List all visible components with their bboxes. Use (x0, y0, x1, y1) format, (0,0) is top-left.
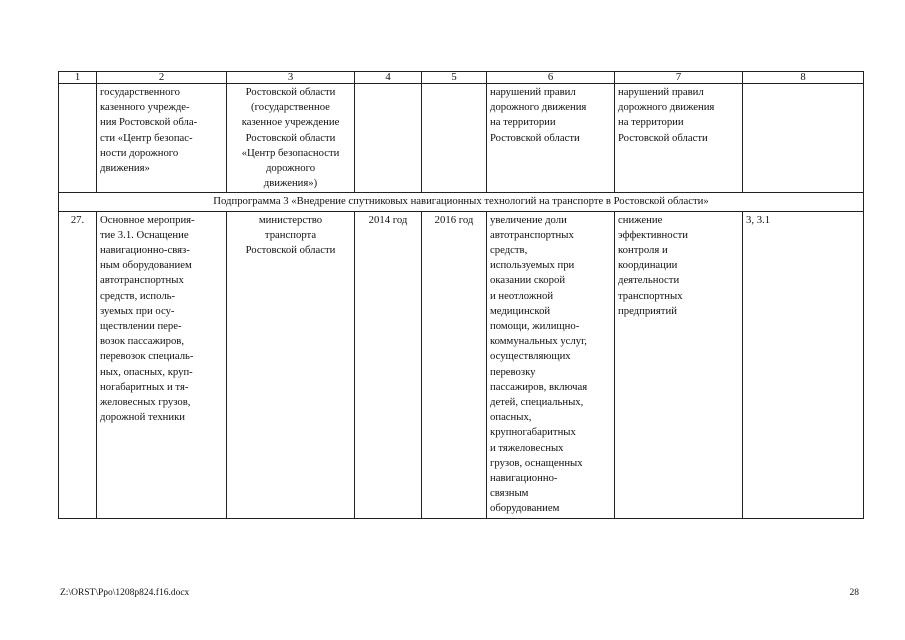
page-number: 28 (849, 588, 859, 598)
cell-activity: Основное мероприя- тие 3.1. Оснащение навигационно-связ- ным оборудованием автотранспортных средств, исполь- зуемых при осу- ществлении пере- возок пассажиров, перевозок специаль- ных, опасных, круп- ногабаритных и тя- желовесных грузов, дорожной техники (97, 211, 227, 518)
continued-row (59, 84, 864, 193)
column-number: 2 (97, 72, 227, 84)
column-number: 3 (227, 72, 355, 84)
table-row (59, 211, 864, 518)
subprogram-title: Подпрограмма 3 «Внедрение спутниковых навигационных технологий на транспорте в Ростовской области» (59, 193, 864, 211)
subprogram-row (59, 193, 864, 211)
cell-number: 27. (59, 211, 97, 518)
cell-executor: министерство транспорта Ростовской области (227, 211, 355, 518)
cell-expected-result: увеличение доли автотранспортных средств, используемых при оказании скорой и неотложной медицинской помощи, жилищно- коммунальных услуг, осуществляющих перевозку пассажиров, включая детей, специальных, опасных, крупногабаритных и тяжеловесных грузов, оснащенных навигационно- связным оборудованием (487, 211, 615, 518)
cell-indicators (743, 84, 864, 193)
cell-executor: Ростовской области (государственное казенное учреждение Ростовской области «Центр безопасности дорожного движения») (227, 84, 355, 193)
cell-end: 2016 год (422, 211, 487, 518)
cell-number (59, 84, 97, 193)
column-number: 6 (487, 72, 615, 84)
cell-start: 2014 год (355, 211, 422, 518)
cell-indicators: 3, 3.1 (743, 211, 864, 518)
file-path: Z:\ORST\Ppo\1208p824.f16.docx (60, 588, 190, 598)
cell-consequences: снижение эффективности контроля и координации деятельности транспортных предприятий (615, 211, 743, 518)
column-number: 8 (743, 72, 864, 84)
column-number: 4 (355, 72, 422, 84)
cell-start (355, 84, 422, 193)
cell-expected-result: нарушений правил дорожного движения на территории Ростовской области (487, 84, 615, 193)
column-number: 7 (615, 72, 743, 84)
cell-consequences: нарушений правил дорожного движения на территории Ростовской области (615, 84, 743, 193)
column-number-row (59, 72, 864, 84)
cell-activity: государственного казенного учрежде- ния Ростовской обла- сти «Центр безопас- ности дорожного движения» (97, 84, 227, 193)
program-table (58, 71, 864, 519)
cell-end (422, 84, 487, 193)
column-number: 5 (422, 72, 487, 84)
column-number: 1 (59, 72, 97, 84)
